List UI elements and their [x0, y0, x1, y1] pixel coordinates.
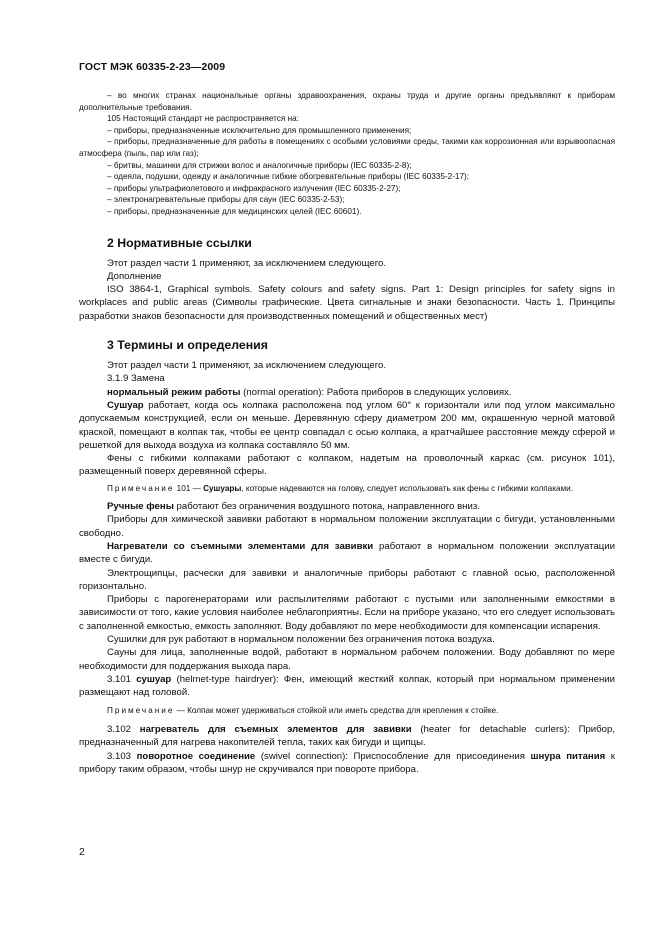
note-label: Примечание: [107, 483, 175, 493]
clause-3-1-9: 3.1.9 Замена: [107, 373, 165, 385]
exclusion-item: – приборы ультрафиолетового и инфракрасного излучения (IEC 60335-2-27);: [107, 183, 401, 193]
feny-paragraph: Фены с гибкими колпаками работают с колпаком, надетым на проволочный каркас (см. рисунок 101), размещенный поверх деревянной сферы.: [79, 453, 615, 478]
document-header: ГОСТ МЭК 60335-2-23—2009: [79, 61, 226, 73]
definition-3-103: 3.103 поворотное соединение (swivel connection): Приспособление для присоединения шнура питания к прибору таким образом, чтобы шнур не скручивался при повороте прибора.: [79, 750, 615, 775]
clause-105: 105 Настоящий стандарт не распространяется на:: [107, 114, 299, 124]
section-2-addition: Дополнение: [107, 270, 162, 282]
section-2-heading: 2 Нормативные ссылки: [107, 235, 252, 250]
page-number: 2: [79, 846, 85, 858]
term: поворотное соединение: [136, 750, 256, 762]
chemical-curling-paragraph: Приборы для химической завивки работают в нормальном положении эксплуатации с бигуди, установленными свободно.: [79, 514, 615, 539]
exclusion-item: – бритвы, машинки для стрижки волос и аналогичные приборы (IEC 60335-2-8);: [107, 160, 412, 170]
note-3-101: Примечание — Колпак может удерживаться стойкой или иметь средства для крепления к стойке.: [107, 705, 499, 715]
face-saunas-paragraph: Сауны для лица, заполненные водой, работают в нормальном рабочем положении. Воду добавляют по мере необходимости для поддержания выхода пара.: [79, 647, 615, 672]
exclusion-item: – приборы, предназначенные для медицинских целей (IEC 60601).: [107, 206, 362, 216]
curling-tongs-paragraph: Электрощипцы, расчески для завивки и аналогичные приборы работают с главной осью, расположенной горизонтально.: [79, 567, 615, 592]
scope-continuation: – во многих странах национальные органы здравоохранения, охраны труда и другие органы предъявляют к приборам дополнительные требования.: [79, 91, 615, 112]
exclusion-item: – электронагревательные приборы для саун (IEC 60335-2-53);: [107, 195, 345, 205]
definition-3-101: 3.101 сушуар (helmet-type hairdryer): Фен, имеющий жесткий колпак, который при нормальном применении размещают над головой.: [79, 673, 615, 699]
note-label: Примечание: [107, 705, 175, 715]
term: Сушуары: [203, 483, 242, 493]
term: нормальный режим работы: [107, 386, 241, 398]
exclusion-item: – приборы, предназначенные для работы в помещениях с особыми условиями среды, такими как коррозионная или взрывоопасная атмосфера (пыль, пар или газ);: [79, 137, 615, 158]
section-2-intro: Этот раздел части 1 применяют, за исключением следующего.: [107, 257, 387, 269]
term: нагреватель для съемных элементов для завивки: [139, 723, 412, 735]
hand-dryers-paragraph: Сушилки для рук работают в нормальном положении без ограничения потока воздуха.: [107, 634, 495, 646]
definition-3-102: 3.102 нагреватель для съемных элементов для завивки (heater for detachable curlers): Прибор, предназначенный для нагрева накопителей тепла, таких как бигуди и щипцы.: [79, 723, 615, 749]
ruchnye-feny-paragraph: Ручные фены работают без ограничения воздушного потока, направленного вниз.: [107, 501, 480, 513]
normal-operation-definition: нормальный режим работы (normal operation): Работа приборов в следующих условиях.: [107, 386, 512, 398]
steam-generator-paragraph: Приборы с парогенераторами или распылителями работают с пустыми или заполненными емкостями в зависимости от того, какие условия наиболее неблагоприятны. Если на приборе указано, что его следует использовать с заполненной емкостью, емкость заполняют. Воду добавляют по мере необходимости для компенсации испарения.: [79, 594, 615, 632]
term: Сушуар: [107, 399, 144, 411]
exclusion-item: – одеяла, подушки, одежду и аналогичные гибкие обогревательные приборы (IEC 60335-2-17);: [107, 172, 470, 182]
sushuar-paragraph: Сушуар работает, когда ось колпака расположена под углом 60° к горизонтали или под углом максимально допускаемым конструкцией, если он меньше. Деревянную сферу диаметром 200 мм, окрашенную черной матовой краской, помещают в колпак так, чтобы ее центр совпадал с осью колпака, а кратчайшее расстояние между сферой и решеткой для выхода воздуха из колпака составляло 50 мм.: [79, 399, 615, 451]
term: Нагреватели со съемными элементами для завивки: [107, 540, 374, 552]
term: Ручные фены: [107, 501, 174, 513]
document-body: [79, 90, 615, 776]
heaters-paragraph: Нагреватели со съемными элементами для завивки работают в нормальном положении эксплуатации вместе с бигуди.: [79, 540, 615, 566]
iso-reference: ISO 3864-1, Graphical symbols. Safety colours and safety signs. Part 1: Design principles for safety signs in workplaces and public areas (Символы графические. Цвета сигнальные и знаки безопасности. Часть 1. Принципы разработки знаков безопасности для производственных помещений и общественных мест): [79, 284, 615, 322]
note-101: Примечание 101 — Сушуары, которые надеваются на голову, следует использовать как фены с гибкими колпаками.: [107, 483, 574, 493]
term: шнура питания: [530, 750, 606, 762]
section-3-heading: 3 Термины и определения: [107, 338, 268, 353]
exclusion-item: – приборы, предназначенные исключительно для промышленного применения;: [107, 125, 412, 135]
term: сушуар: [136, 673, 172, 685]
section-3-intro: Этот раздел части 1 применяют, за исключением следующего.: [107, 360, 387, 372]
